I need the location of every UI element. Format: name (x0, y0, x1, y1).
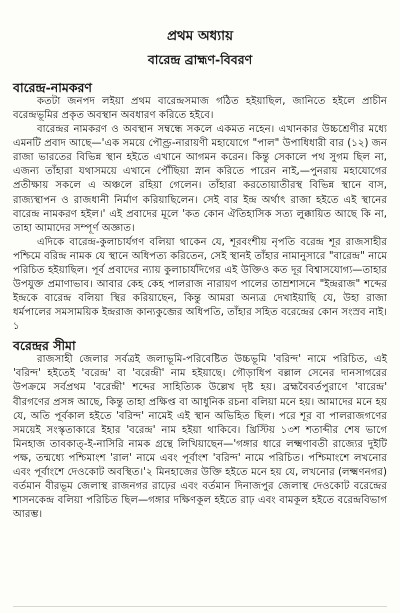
paragraph: বারেন্দ্রর নামকরণ ও অবস্থান সম্বন্ধে সকলে একমত নহেন। এখানকার উচ্চশ্রেণীর মধ্যে এমনটি প্রবাদ আছে—'এক সময়ে পৌণ্ড্র-নারায়ণী মহাযোগে "পাল" উপাধিধারী বার (১২) জন রাজা ভারতের বিভিন্ন স্থান হইতে এখানে আগমন করেন। কিন্তু সেকালে পথ সুগম ছিল না, এজন্য তাঁহারা যথাসময়ে এখানে পৌঁছিয়া স্নান করিতে পারেন নাই,—পুনরায় মহাযোগের প্রতীক্ষায় সকলে এ অঞ্চলে রহিয়া গেলেন। তাঁহারা করতোয়াতীরস্থ বিভিন্ন স্থানে বাস, রাজ্যস্থাপন ও রাজধানী নির্মাণ করিয়াছিলেন। সেই বার ইন্দ্র অর্থাৎ রাজা হইতে এই স্থানের বারেন্দ্র নামকরণ হইল।' এই প্রবাদের মূলে 'কত কোন ঐতিহাসিক সত্য লুক্কায়িত আছে কি না, তাহা আমাদের সম্পূর্ণ অজ্ঞাত। (13, 124, 387, 234)
section-heading-naming: বারেন্দ্র-নামকরণ (13, 80, 92, 95)
paragraph: রাজসাহী জেলার সর্বত্রই জলাভূমি-পরিবেষ্টিত উচ্চভূমি 'বরিন্দ' নামে পরিচিত, এই 'বরিন্দ' হইতেই 'বরেন্দ্র' বা 'বরেন্দ্রী' নাম হইয়াছে। গৌড়াধিপ বল্লাল সেনের দানসাগরের উপক্রমে সর্বপ্রথম 'বরেন্দ্রী' শব্দের সাহিত্যিক উল্লেখ দৃষ্ট হয়। ব্রহ্মবৈবর্তপুরাণে 'বারেন্দ্র' বীরগণের প্রসঙ্গ আছে, কিন্তু তাহা প্রক্ষিপ্ত বা আধুনিক রচনা বলিয়া মনে হয়। আমাদের মনে হয় যে, অতি পূর্বকাল হইতে 'বরিন্দ' নামেই এই স্থান অভিহিত ছিল। পরে শূর বা পালরাজগণের সময়েই সংস্কৃতাকারে ইহার 'বরেন্দ্র' নাম হইয়া থাকিবে। খ্রিস্টিয় ১৩শ শতাব্দীর শেষ ভাগে মিনহাজ তাবকাত্-ই-নাসিরি নামক গ্রন্থে লিখিয়াছেন—'গঙ্গার ধারে লক্ষ্মণাবতী রাজ্যের দুইটি পক্ষ, তন্মধ্যে পশ্চিমাংশ 'রাল' নামে এবং পূর্বাংশ 'বরিন্দ' নামে পরিচিত। পশ্চিমাংশে লখনোর এবং পূর্বাংশে দেওকোট অবস্থিত।'২ মিনহাজের উক্তি হইতে মনে হয় যে, লখনোর (লক্ষ্মণনগর) বর্তমান বীরভূম জেলাস্থ রাজনগর রাঢ়ের এবং বর্তমান দিনাজপুর জেলাস্থ দেওকোট বরেন্দ্রের শাসনকেন্দ্র বলিয়া পরিচিত ছিল—গঙ্গার দক্ষিণকূল হইতে রাঢ় এবং বামকূল হইতে বরেন্দ্রবিভাগ আরম্ভ। (13, 354, 387, 521)
section-body-naming (13, 95, 387, 334)
paragraph: কতটা জনপদ লইয়া প্রথম বারেন্দ্রসমাজ গঠিত হইয়াছিল, জানিতে হইলে প্রাচীন বরেন্দ্রভূমির প্রকৃত অবস্থান অবধারণ করিতে হইবে। (13, 96, 387, 122)
chapter-title: প্রথম অধ্যায় (166, 28, 234, 44)
paragraph: এদিকে বারেন্দ্র-কুলাচার্যগণ বলিয়া থাকেন যে, শূরবংশীয় নৃপতি বরেন্দ্র শূর রাজসাহীর পশ্চিমে বরিন্দ্র নামক যে স্থানে অধিপত্য করিতেন, সেই স্থানই তাঁহার নামানুসারে "বারেন্দ্র" নামে পরিচিত হইয়াছিল। পূর্ব প্রবাদের ন্যায় কুলাচার্যদিগের এই উক্তিও কত দূর বিশ্বাসযোগ্য—তাহার উপযুক্ত প্রমাণাভাব। আবার কেহ কেহ পালরাজ নারায়ণ পালের তাম্রশাসনে "ইন্দ্ররাজ" শব্দের ইন্দ্রকে বারেন্দ্র বলিয়া স্থির করিয়াছেন, কিন্তু আমরা অন্যত্র দেখাইয়াছি যে, উহা রাজা ধর্মপালের সমসাময়িক ইন্দ্ররাজ কান্যকুব্জের অধিপতি, তাঁহার সহিত বরেন্দ্রের কোন সংস্রব নাই।১ (13, 236, 387, 333)
section-heading-boundary: বরেন্দ্রর সীমা (13, 338, 76, 354)
page-bottom-edge (13, 606, 387, 611)
chapter-subtitle: বারেন্দ্র ব্রাহ্মণ-বিবরণ (147, 52, 253, 67)
section-body-boundary (13, 353, 387, 522)
